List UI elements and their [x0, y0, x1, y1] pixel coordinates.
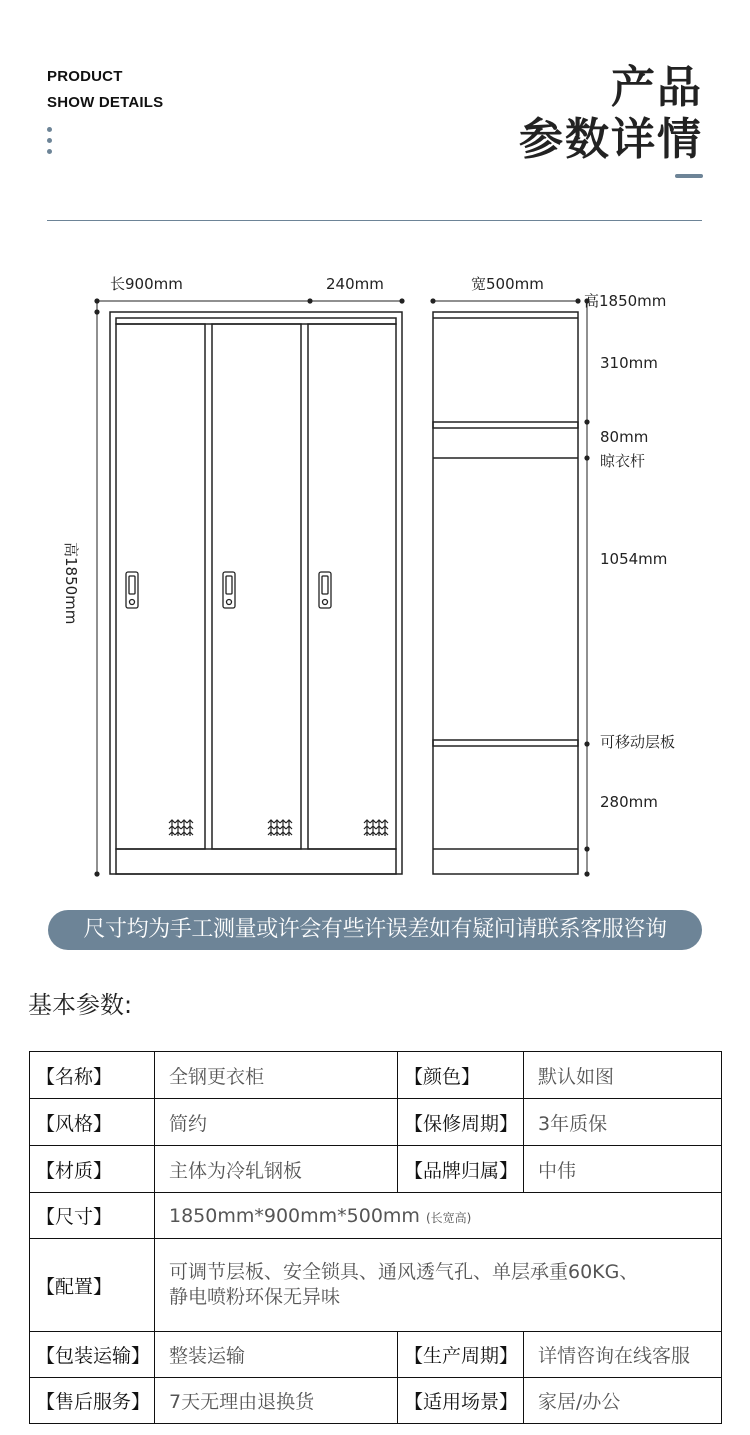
table-row	[30, 1193, 722, 1239]
param-key: 【包装运输】	[30, 1332, 155, 1378]
param-key: 【适用场景】	[398, 1378, 524, 1424]
size-note: (长宽高)	[425, 1210, 472, 1225]
param-key: 【品牌归属】	[398, 1146, 524, 1193]
hanging-rod-label: 晾衣杆	[600, 452, 646, 470]
side-height-label: 高1850mm	[584, 292, 667, 310]
vent-holes	[169, 820, 388, 836]
param-key: 【材质】	[30, 1146, 155, 1193]
locker-dimension-diagram	[0, 260, 750, 900]
table-row	[30, 1146, 722, 1193]
side-width-label: 宽500mm	[471, 275, 544, 293]
lock-handle	[223, 572, 235, 608]
movable-shelf-label: 可移动层板	[600, 733, 676, 751]
config-line-2: 静电喷粉环保无异味	[169, 1286, 341, 1308]
lock-handle	[319, 572, 331, 608]
param-key: 【名称】	[30, 1052, 155, 1099]
config-line-1: 可调节层板、安全锁具、通风透气孔、单层承重60KG、	[169, 1261, 639, 1283]
param-value: 3年质保	[524, 1099, 722, 1146]
bottom-section-label: 280mm	[600, 793, 658, 811]
section-title: 基本参数:	[28, 991, 133, 1019]
table-row	[30, 1052, 722, 1099]
table-row	[30, 1099, 722, 1146]
page-title-line2: 参数详情	[519, 114, 703, 165]
param-value: 家居/办公	[524, 1378, 722, 1424]
param-key: 【配置】	[30, 1239, 155, 1332]
table-row	[30, 1239, 722, 1332]
param-key: 【尺寸】	[30, 1193, 155, 1239]
top-section-label: 310mm	[600, 354, 658, 372]
param-value: 简约	[155, 1099, 398, 1146]
front-length-label: 长900mm	[110, 275, 183, 293]
front-dimension-lines	[97, 301, 402, 874]
param-value: 中伟	[524, 1146, 722, 1193]
size-value: 1850mm*900mm*500mm	[169, 1204, 420, 1227]
param-value: 详情咨询在线客服	[524, 1332, 722, 1378]
front-height-label: 高1850mm	[62, 542, 80, 625]
table-row	[30, 1378, 722, 1424]
table-row	[30, 1332, 722, 1378]
side-dimension-lines	[433, 301, 587, 874]
front-view	[110, 312, 402, 874]
param-value: 整装运输	[155, 1332, 398, 1378]
params-table	[29, 1051, 722, 1424]
page-title-line1: 产品	[611, 62, 703, 113]
param-key: 【生产周期】	[398, 1332, 524, 1378]
param-key: 【保修周期】	[398, 1099, 524, 1146]
header-en-line2: SHOW DETAILS	[47, 94, 164, 111]
header-divider	[47, 220, 702, 221]
param-value	[155, 1239, 722, 1332]
param-value	[155, 1193, 722, 1239]
param-value: 主体为冷轧钢板	[155, 1146, 398, 1193]
title-accent-bar	[675, 174, 703, 178]
dots-ornament	[47, 127, 53, 160]
param-key: 【颜色】	[398, 1052, 524, 1099]
param-value: 7天无理由退换货	[155, 1378, 398, 1424]
param-key: 【风格】	[30, 1099, 155, 1146]
param-value: 全钢更衣柜	[155, 1052, 398, 1099]
lock-handle	[126, 572, 138, 608]
header-en-line1: PRODUCT	[47, 68, 123, 85]
front-depth-label: 240mm	[326, 275, 384, 293]
measurement-notice: 尺寸均为手工测量或许会有些许误差如有疑问请联系客服咨询	[48, 910, 702, 950]
param-value: 默认如图	[524, 1052, 722, 1099]
middle-section-label: 1054mm	[600, 550, 668, 568]
side-view	[433, 312, 578, 874]
dimension-dots	[94, 298, 589, 876]
param-key: 【售后服务】	[30, 1378, 155, 1424]
rail-gap-label: 80mm	[600, 428, 649, 446]
